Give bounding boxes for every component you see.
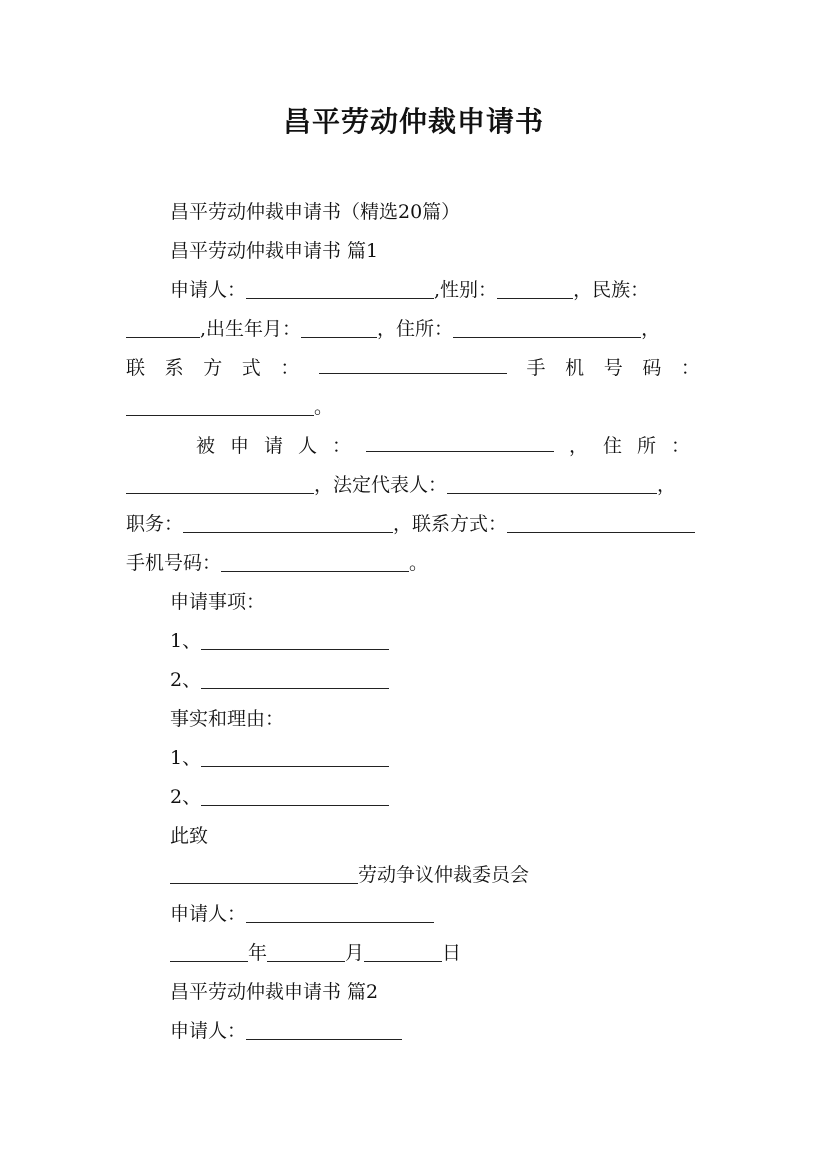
contact-char: ： xyxy=(280,357,300,379)
gender-label: ,性别： xyxy=(434,279,498,301)
applicant-line-2 xyxy=(170,1016,402,1046)
mobile-char: ： xyxy=(680,357,700,379)
date-line xyxy=(170,938,461,968)
contact-char: 系 xyxy=(164,357,184,379)
mobile-blank-2 xyxy=(221,551,409,572)
document-subtitle: 昌平劳动仲裁申请书（精选20篇） xyxy=(170,201,461,223)
position-blank xyxy=(183,512,393,533)
mobile-char: 机 xyxy=(565,357,585,379)
dob-label: ,出生年月： xyxy=(200,318,302,340)
salutation: 此致 xyxy=(170,825,209,847)
resp-address-blank xyxy=(126,473,314,494)
respondent-blank xyxy=(366,431,554,452)
applicant-label-2: 申请人： xyxy=(170,1020,247,1042)
committee-label: 劳动争议仲裁委员会 xyxy=(358,864,530,886)
legal-rep-blank xyxy=(447,473,657,494)
respondent-char: 被 xyxy=(196,435,216,457)
month-label: 月 xyxy=(345,942,365,964)
fact-item-2 xyxy=(170,782,389,812)
section-heading-1: 昌平劳动仲裁申请书 篇1 xyxy=(170,240,379,262)
respondent-char: 人 xyxy=(298,435,318,457)
ethnicity-blank xyxy=(126,317,200,338)
ethnicity-label: ，民族： xyxy=(573,279,650,301)
applicant-blank-2 xyxy=(246,1019,402,1040)
dob-blank xyxy=(301,317,377,338)
resp-address-char: 住 xyxy=(602,435,622,457)
mobile-label: 手机号码： xyxy=(126,552,222,574)
claim-item-1 xyxy=(170,626,389,656)
contact-blank-2 xyxy=(507,512,695,533)
legal-rep-line xyxy=(126,470,676,500)
resp-address-char: ： xyxy=(670,435,690,457)
mobile-line xyxy=(126,392,333,422)
contact-blank xyxy=(319,353,507,374)
claim-2-blank xyxy=(201,668,389,689)
month-blank xyxy=(267,941,345,962)
respondent-char: ： xyxy=(332,435,352,457)
document-title: 昌平劳动仲裁申请书 xyxy=(282,105,544,138)
item-number: 1、 xyxy=(170,747,202,769)
comma: ， xyxy=(657,474,677,496)
day-label: 日 xyxy=(442,942,462,964)
contact-char: 方 xyxy=(203,357,223,379)
item-number: 2、 xyxy=(170,669,202,691)
contact-char: 式 xyxy=(241,357,261,379)
sign-applicant-blank xyxy=(246,902,434,923)
year-label: 年 xyxy=(248,942,268,964)
fact-item-1 xyxy=(170,743,389,773)
legal-rep-label: ，法定代表人： xyxy=(314,474,448,496)
applicant-line xyxy=(170,275,649,305)
comma: ， xyxy=(641,318,661,340)
address-label: ，住所： xyxy=(377,318,454,340)
applicant-name-blank xyxy=(246,278,434,299)
committee-line xyxy=(170,860,529,890)
gender-blank xyxy=(497,278,573,299)
contact-label: ，联系方式： xyxy=(393,513,508,535)
address-blank xyxy=(453,317,641,338)
signature-line xyxy=(170,899,434,929)
mobile-char: 号 xyxy=(603,357,623,379)
position-label: 职务： xyxy=(126,513,184,535)
fact-2-blank xyxy=(201,785,389,806)
respondent-char: 请 xyxy=(264,435,284,457)
day-blank xyxy=(364,941,442,962)
respondent-line xyxy=(196,431,690,461)
contact-char: 联 xyxy=(126,357,146,379)
contact-line xyxy=(126,353,700,383)
period: 。 xyxy=(314,396,334,418)
birth-address-line xyxy=(126,314,660,344)
facts-label: 事实和理由： xyxy=(170,708,285,730)
mobile-blank xyxy=(126,395,314,416)
claim-1-blank xyxy=(201,629,389,650)
claim-item-2 xyxy=(170,665,389,695)
mobile-line-2 xyxy=(126,548,428,578)
period: 。 xyxy=(409,552,429,574)
section-heading-2: 昌平劳动仲裁申请书 篇2 xyxy=(170,981,379,1003)
item-number: 1、 xyxy=(170,630,202,652)
claims-label: 申请事项： xyxy=(170,591,266,613)
sign-applicant-label: 申请人： xyxy=(170,903,247,925)
resp-address-char: 所 xyxy=(636,435,656,457)
respondent-char: 申 xyxy=(230,435,250,457)
position-line xyxy=(126,509,695,539)
mobile-char: 码 xyxy=(642,357,662,379)
fact-1-blank xyxy=(201,746,389,767)
item-number: 2、 xyxy=(170,786,202,808)
mobile-char: 手 xyxy=(526,357,546,379)
committee-blank xyxy=(170,863,358,884)
resp-address-char: ， xyxy=(568,435,588,457)
year-blank xyxy=(170,941,248,962)
applicant-label: 申请人： xyxy=(170,279,247,301)
